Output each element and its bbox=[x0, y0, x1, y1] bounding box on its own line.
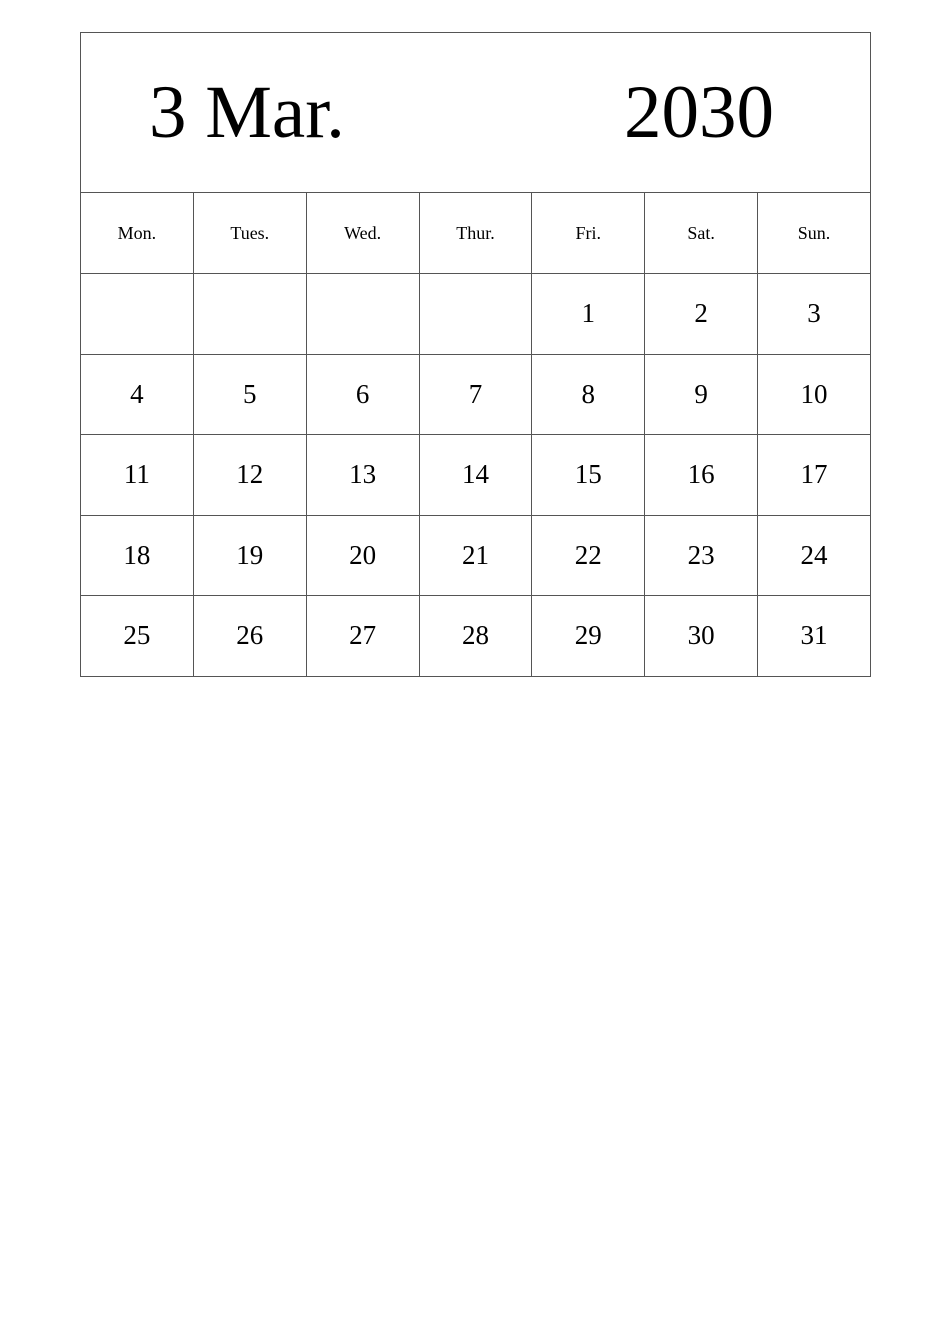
day-cell: 28 bbox=[419, 596, 532, 677]
day-cell: 7 bbox=[419, 354, 532, 435]
day-cell: 2 bbox=[645, 274, 758, 355]
day-cell: 19 bbox=[193, 515, 306, 596]
day-cell: 21 bbox=[419, 515, 532, 596]
weekday-thu: Thur. bbox=[419, 193, 532, 274]
weekday-tue: Tues. bbox=[193, 193, 306, 274]
day-cell: 15 bbox=[532, 435, 645, 516]
day-cell: 31 bbox=[758, 596, 871, 677]
day-cell: 5 bbox=[193, 354, 306, 435]
day-cell: 20 bbox=[306, 515, 419, 596]
day-cell: 6 bbox=[306, 354, 419, 435]
weekday-header-row bbox=[81, 193, 871, 274]
day-cell: 30 bbox=[645, 596, 758, 677]
day-cell: 3 bbox=[758, 274, 871, 355]
year-title: 2030 bbox=[624, 71, 774, 154]
calendar-header bbox=[81, 33, 871, 193]
day-cell: 14 bbox=[419, 435, 532, 516]
weekday-mon: Mon. bbox=[81, 193, 194, 274]
day-cell: 4 bbox=[81, 354, 194, 435]
day-cell: 24 bbox=[758, 515, 871, 596]
day-cell: 22 bbox=[532, 515, 645, 596]
week-row bbox=[81, 274, 871, 355]
day-cell: 26 bbox=[193, 596, 306, 677]
day-cell: 18 bbox=[81, 515, 194, 596]
week-row bbox=[81, 435, 871, 516]
day-cell: 17 bbox=[758, 435, 871, 516]
day-cell bbox=[306, 274, 419, 355]
calendar-grid bbox=[80, 32, 871, 677]
day-cell: 8 bbox=[532, 354, 645, 435]
day-cell: 1 bbox=[532, 274, 645, 355]
day-cell bbox=[419, 274, 532, 355]
calendar-header-row bbox=[81, 33, 871, 193]
day-cell bbox=[81, 274, 194, 355]
day-cell bbox=[193, 274, 306, 355]
weekday-fri: Fri. bbox=[532, 193, 645, 274]
weekday-sun: Sun. bbox=[758, 193, 871, 274]
day-cell: 29 bbox=[532, 596, 645, 677]
day-cell: 9 bbox=[645, 354, 758, 435]
week-row bbox=[81, 515, 871, 596]
day-cell: 11 bbox=[81, 435, 194, 516]
day-cell: 13 bbox=[306, 435, 419, 516]
week-row bbox=[81, 354, 871, 435]
month-title: 3 Mar. bbox=[149, 71, 345, 154]
day-cell: 27 bbox=[306, 596, 419, 677]
weekday-wed: Wed. bbox=[306, 193, 419, 274]
day-cell: 16 bbox=[645, 435, 758, 516]
day-cell: 10 bbox=[758, 354, 871, 435]
week-row bbox=[81, 596, 871, 677]
day-cell: 23 bbox=[645, 515, 758, 596]
weekday-sat: Sat. bbox=[645, 193, 758, 274]
day-cell: 25 bbox=[81, 596, 194, 677]
day-cell: 12 bbox=[193, 435, 306, 516]
